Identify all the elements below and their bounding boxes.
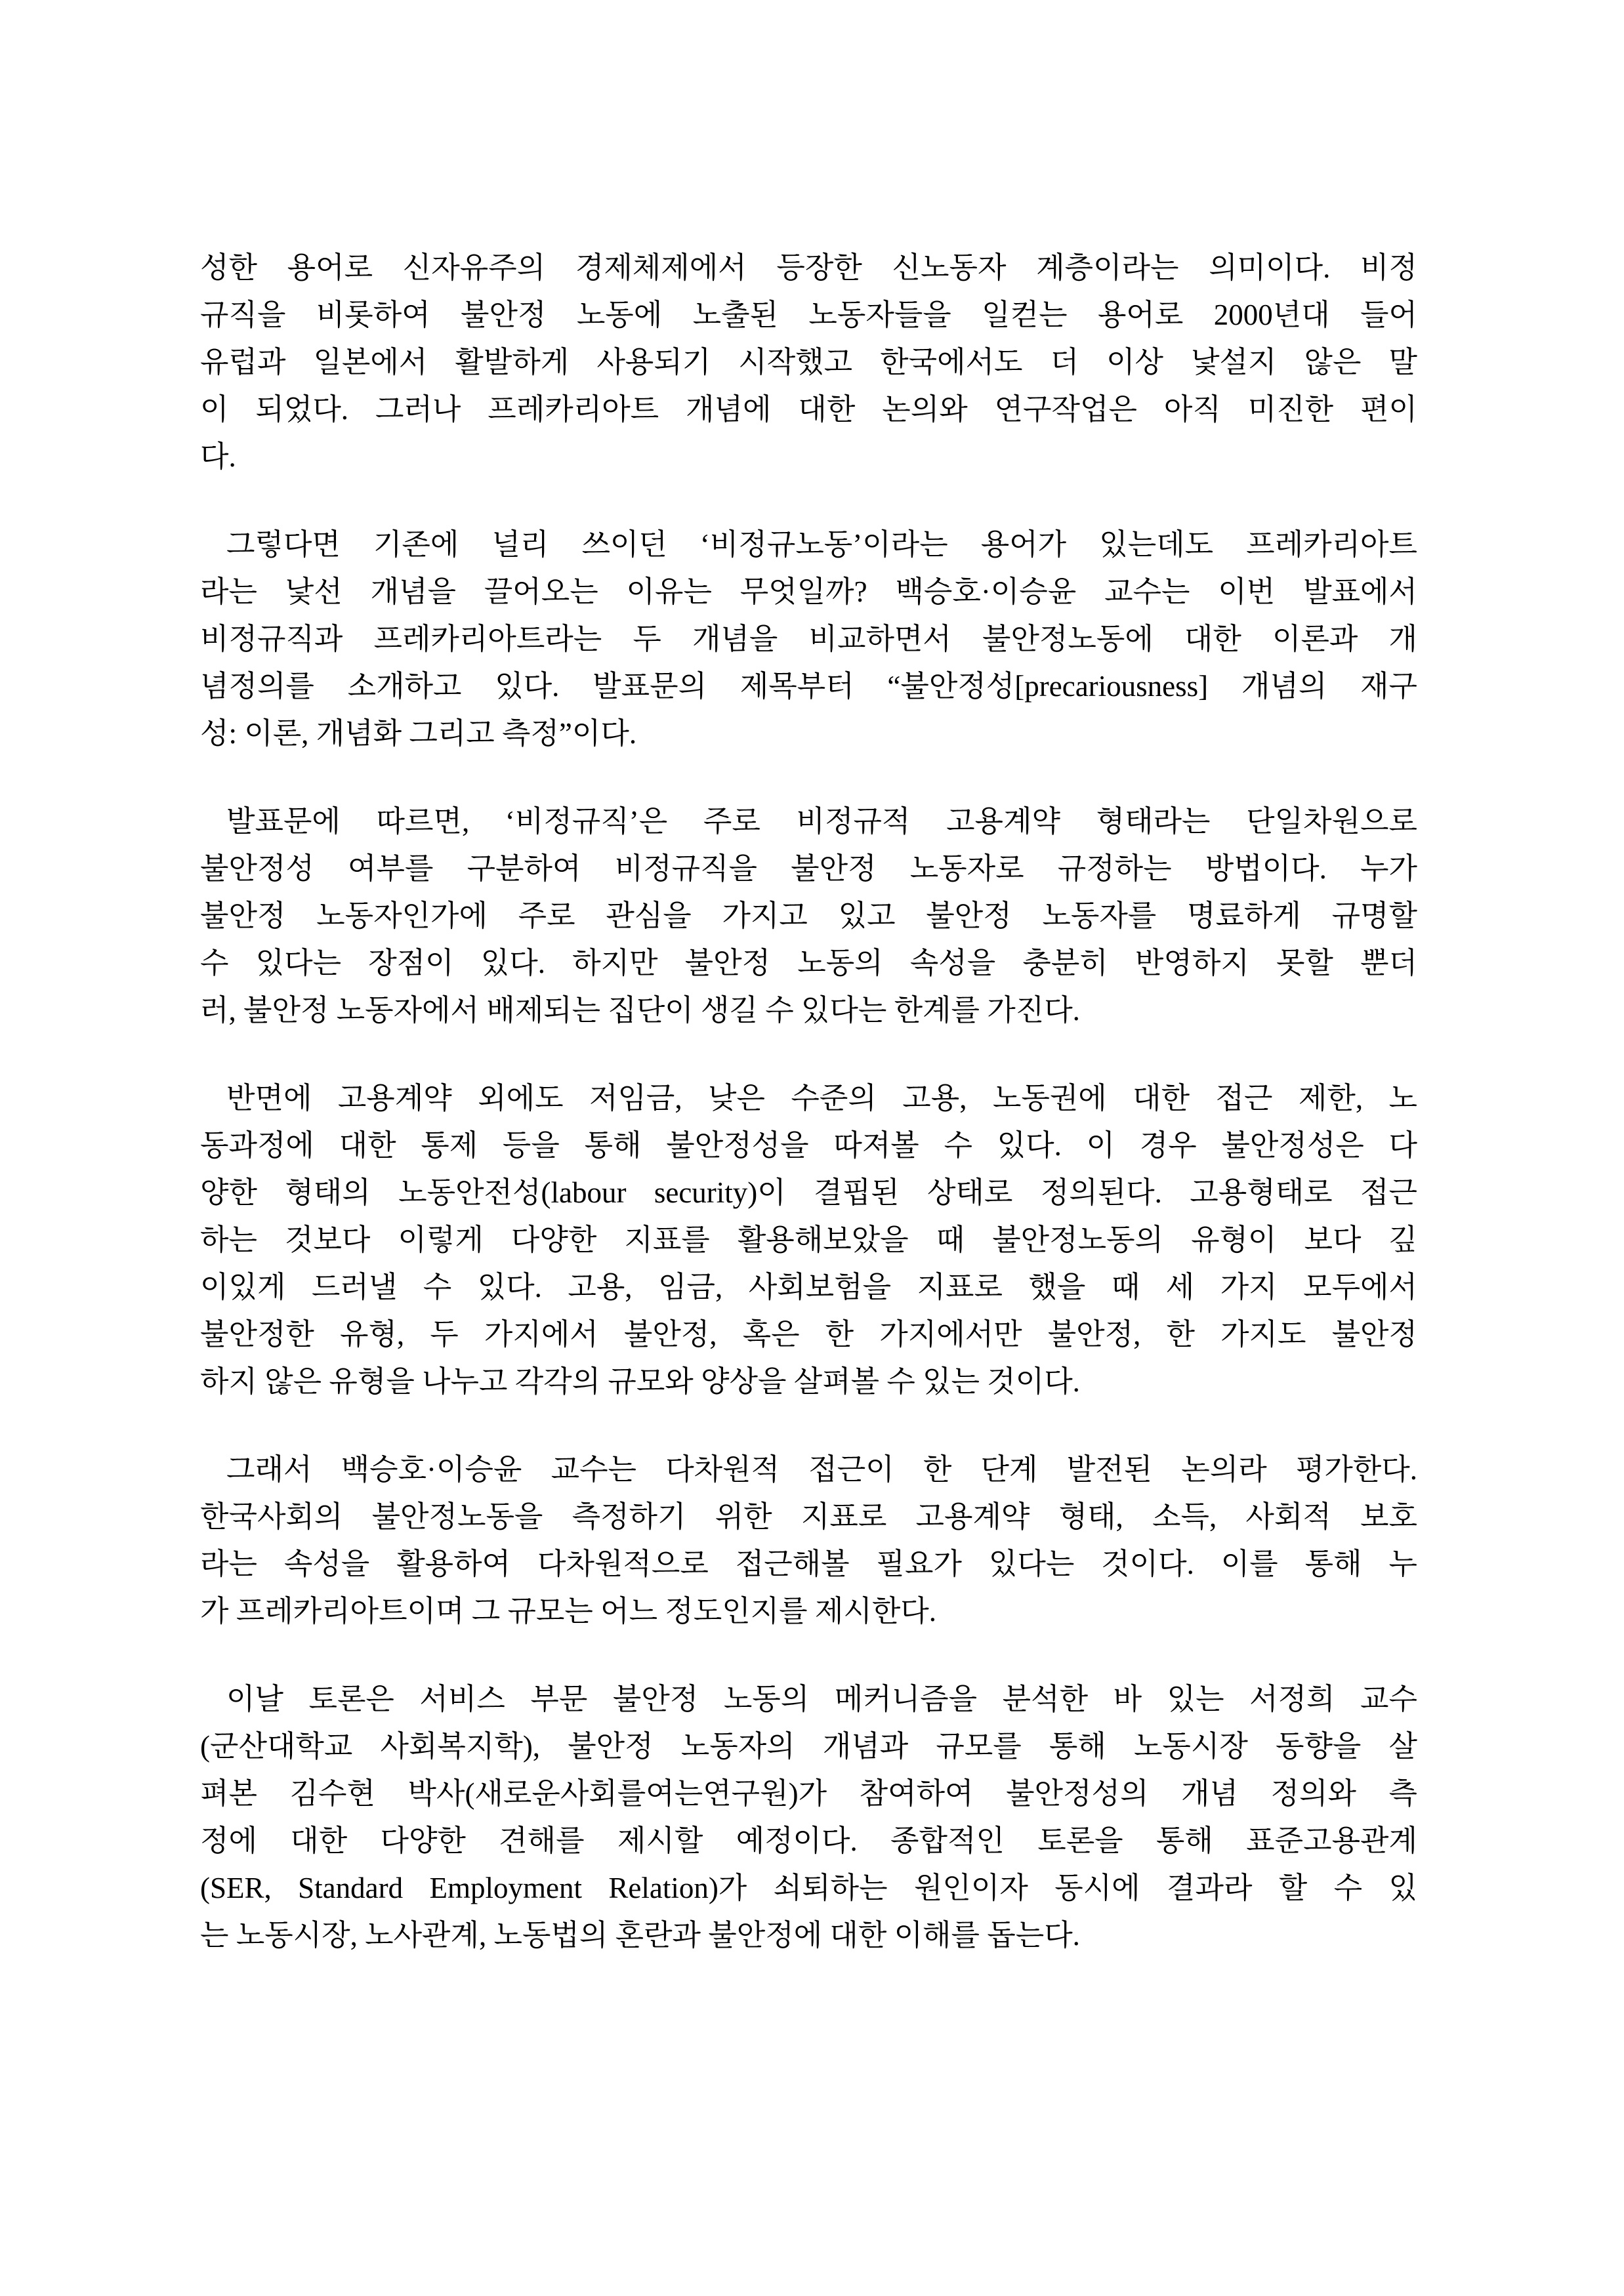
text-line: 는 노동시장, 노사관계, 노동법의 혼란과 불안정에 대한 이해를 돕는다. [200, 1919, 1080, 1952]
text-line: 그렇다면 기존에 널리 쓰이던 ‘비정규노동’이라는 용어가 있는데도 프레카리아트 [226, 528, 1417, 561]
paragraph [200, 1675, 1417, 1959]
text-line: 가 프레카리아트이며 그 규모는 어느 정도인지를 제시한다. [200, 1595, 937, 1628]
text-line: 러, 불안정 노동자에서 배제되는 집단이 생길 수 있다는 한계를 가진다. [200, 994, 1080, 1027]
text-line: 하는 것보다 이렇게 다양한 지표를 활용해보았을 때 불안정노동의 유형이 보다 깊 [200, 1223, 1417, 1256]
text-line: 하지 않은 유형을 나누고 각각의 규모와 양상을 살펴볼 수 있는 것이다. [200, 1365, 1080, 1398]
text-line: 반면에 고용계약 외에도 저임금, 낮은 수준의 고용, 노동권에 대한 접근 제한, 노 [226, 1082, 1417, 1115]
text-line: 발표문에 따르면, ‘비정규직’은 주로 비정규적 고용계약 형태라는 단일차원으로 [226, 805, 1417, 838]
paragraph [200, 1446, 1417, 1635]
text-line: 념정의를 소개하고 있다. 발표문의 제목부터 “불안정성[precariousness] 개념의 재구 [200, 670, 1417, 703]
text-line: 동과정에 대한 통제 등을 통해 불안정성을 따져볼 수 있다. 이 경우 불안정성은 다 [200, 1129, 1417, 1162]
text-line: 불안정 노동자인가에 주로 관심을 가지고 있고 불안정 노동자를 명료하게 규명할 [200, 899, 1417, 932]
text-line: 양한 형태의 노동안전성(labour security)이 결핍된 상태로 정의된다. 고용형태로 접근 [200, 1176, 1417, 1209]
text-line: 라는 속성을 활용하여 다차원적으로 접근해볼 필요가 있다는 것이다. 이를 통해 누 [200, 1548, 1417, 1580]
text-line: 불안정성 여부를 구분하여 비정규직을 불안정 노동자로 규정하는 방법이다. 누가 [200, 852, 1417, 885]
text-line: 그래서 백승호·이승윤 교수는 다차원적 접근이 한 단계 발전된 논의라 평가한다. [226, 1453, 1417, 1486]
text-line: 수 있다는 장점이 있다. 하지만 불안정 노동의 속성을 충분히 반영하지 못할 뿐더 [200, 947, 1417, 979]
text-line: 펴본 김수현 박사(새로운사회를여는연구원)가 참여하여 불안정성의 개념 정의와 측 [200, 1777, 1417, 1810]
text-line: 정에 대한 다양한 견해를 제시할 예정이다. 종합적인 토론을 통해 표준고용관계 [200, 1824, 1417, 1857]
paragraph [200, 798, 1417, 1034]
paragraph [200, 521, 1417, 757]
text-line: 불안정한 유형, 두 가지에서 불안정, 혹은 한 가지에서만 불안정, 한 가지도 불안정 [200, 1318, 1417, 1351]
text-line: 비정규직과 프레카리아트라는 두 개념을 비교하면서 불안정노동에 대한 이론과 개 [200, 623, 1417, 655]
text-line: (SER, Standard Employment Relation)가 쇠퇴하는 원인이자 동시에 결과라 할 수 있 [200, 1872, 1417, 1904]
text-line: 이날 토론은 서비스 부문 불안정 노동의 메커니즘을 분석한 바 있는 서정희 교수 [226, 1683, 1417, 1715]
text-line: 성한 용어로 신자유주의 경제체제에서 등장한 신노동자 계층이라는 의미이다. 비정 [200, 251, 1417, 284]
text-line: 이있게 드러낼 수 있다. 고용, 임금, 사회보험을 지표로 했을 때 세 가지 모두에서 [200, 1271, 1417, 1303]
paragraph [200, 1075, 1417, 1405]
text-line: 라는 낯선 개념을 끌어오는 이유는 무엇일까? 백승호·이승윤 교수는 이번 발표에서 [200, 575, 1417, 608]
paragraph [200, 244, 1417, 480]
text-line: (군산대학교 사회복지학), 불안정 노동자의 개념과 규모를 통해 노동시장 동향을 살 [200, 1730, 1417, 1763]
text-line: 다. [200, 440, 236, 473]
text-line: 유럽과 일본에서 활발하게 사용되기 시작했고 한국에서도 더 이상 낯설지 않은 말 [200, 346, 1417, 379]
text-line: 규직을 비롯하여 불안정 노동에 노출된 노동자들을 일컫는 용어로 2000년대 들어 [200, 298, 1417, 331]
text-line: 이 되었다. 그러나 프레카리아트 개념에 대한 논의와 연구작업은 아직 미진한 편이 [200, 393, 1417, 426]
text-line: 한국사회의 불안정노동을 측정하기 위한 지표로 고용계약 형태, 소득, 사회적 보호 [200, 1500, 1417, 1533]
text-line: 성: 이론, 개념화 그리고 측정”이다. [200, 717, 637, 750]
